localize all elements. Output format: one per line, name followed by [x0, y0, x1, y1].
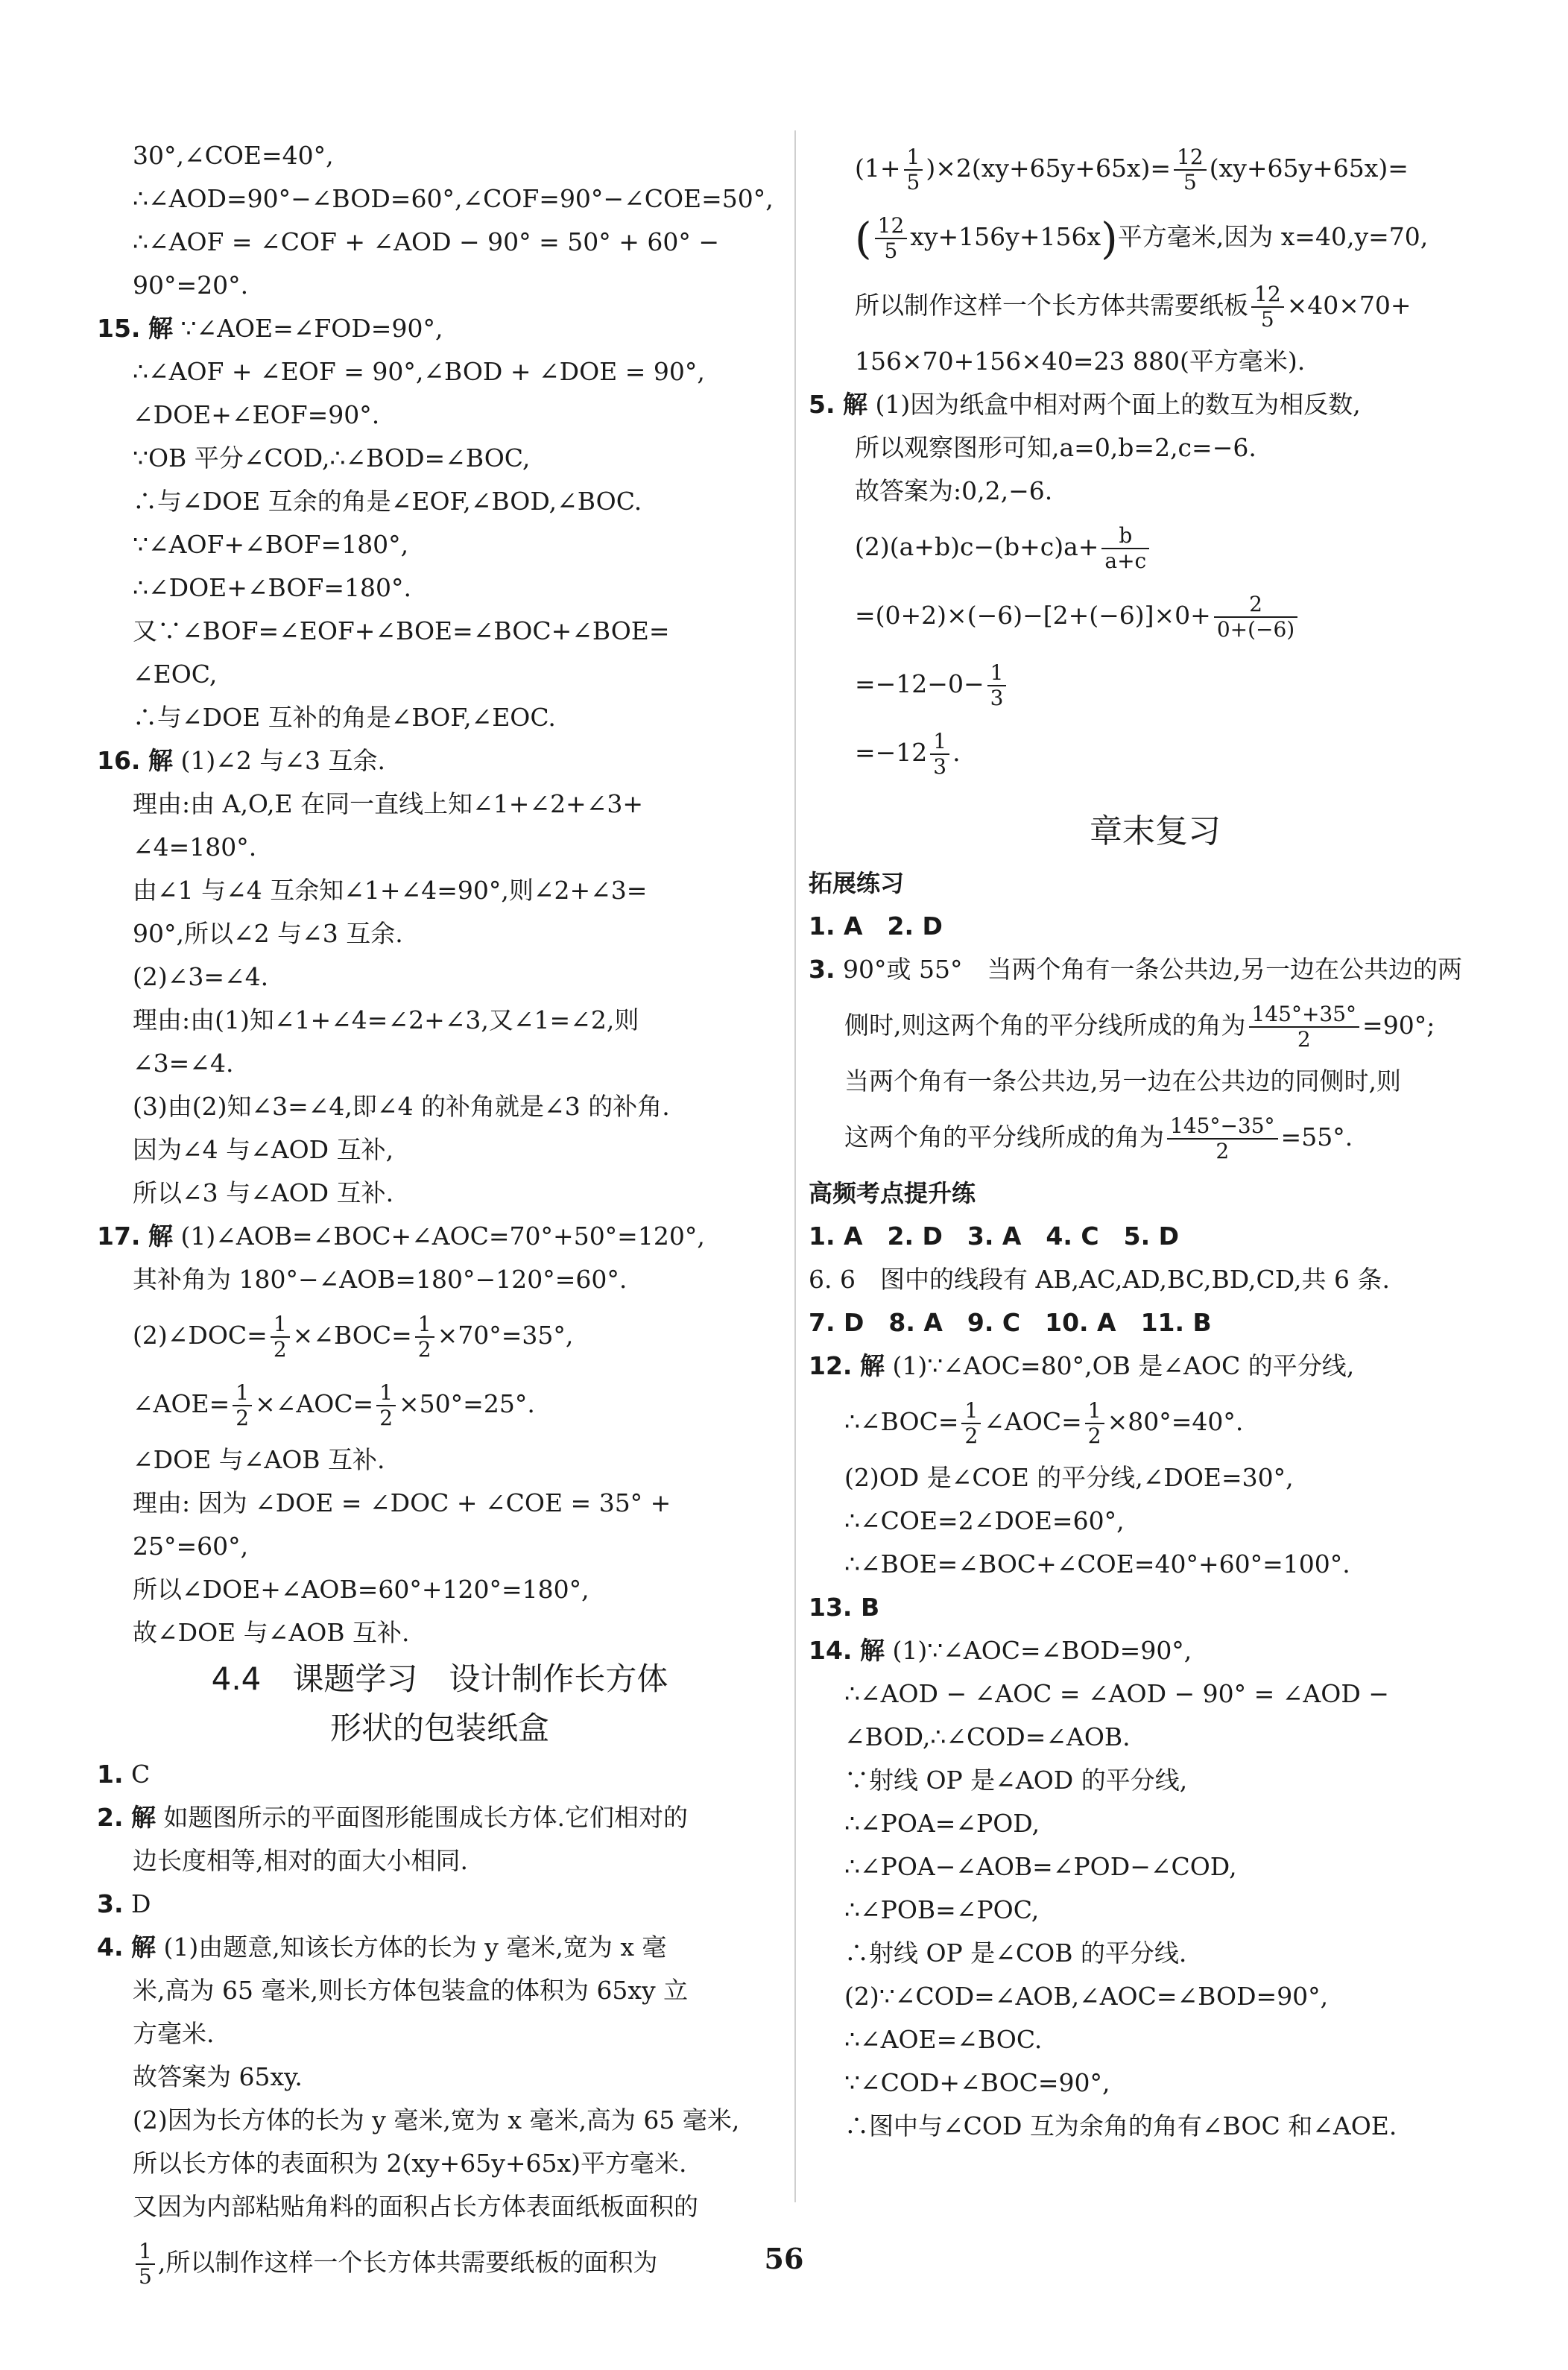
q16-line: 90°,所以∠2 与∠3 互余. — [133, 919, 403, 948]
q16-line: (2)∠3=∠4. — [133, 962, 269, 991]
answer-row: 1. A 2. D 3. A 4. C 5. D — [809, 1222, 1180, 1251]
q14-line: ∴∠POB=∠POC, — [844, 1895, 1040, 1924]
formula-text: )×2(xy+65y+65x)= — [926, 154, 1172, 183]
q16-line: ∠3=∠4. — [133, 1049, 234, 1078]
subsection-title: 高频考点提升练 — [809, 1179, 976, 1207]
q16-line: 因为∠4 与∠AOD 互补, — [133, 1135, 394, 1164]
fraction-numerator: 12 — [1174, 145, 1207, 171]
q5-first-line — [809, 383, 1502, 426]
fraction-two-over-sum — [1214, 592, 1297, 642]
open-paren: ( — [855, 213, 872, 264]
q14-line: ∵射线 OP 是∠AOD 的平分线, — [844, 1766, 1188, 1795]
q14-line: ∴图中与∠COD 互为余角的角有∠BOC 和∠AOE. — [844, 2111, 1397, 2140]
answer-number: 2. — [97, 1803, 124, 1832]
answer-row: 1. A 2. D — [809, 911, 943, 941]
fraction-numerator: 1 — [271, 1312, 290, 1338]
section-title: 4.4 课题学习 设计制作长方体 — [211, 1660, 668, 1697]
q14-text: (1)∵∠AOC=∠BOD=90°, — [892, 1636, 1192, 1665]
fraction-denominator: 2 — [235, 1406, 250, 1430]
q17-text: ×50°=25°. — [399, 1389, 535, 1418]
q17-line: 其补角为 180°−∠AOB=180°−120°=60°. — [133, 1265, 627, 1294]
q14-first-line — [809, 1629, 1502, 1672]
q17-text: (2)∠DOC= — [133, 1321, 268, 1350]
fraction-twelve-fifths — [1174, 145, 1207, 195]
answer-2 — [97, 1796, 783, 1839]
q5-fraction-line — [809, 581, 1502, 650]
answer-choice: C — [131, 1760, 151, 1789]
fraction-one-half — [233, 1381, 252, 1430]
fraction-twelve-fifths — [1251, 282, 1284, 332]
answer-3 — [97, 1883, 783, 1926]
q5-text: =−12 — [855, 738, 928, 767]
q14-line: ∴∠POA−∠AOB=∠POD−∠COD, — [844, 1852, 1237, 1881]
column-divider — [794, 130, 796, 2202]
q14-line: ∴∠AOD − ∠AOC = ∠AOD − 90° = ∠AOD − — [844, 1679, 1389, 1708]
q5-fraction-line — [809, 513, 1502, 581]
q12-line: ∴∠COE=2∠DOE=60°, — [844, 1506, 1125, 1535]
q17-line: 25°=60°, — [133, 1532, 249, 1561]
q15-line: ∴与∠DOE 互余的角是∠EOF,∠BOD,∠BOC. — [133, 487, 642, 516]
q12-line: ∴∠BOE=∠BOC+∠COE=40°+60°=100°. — [844, 1549, 1350, 1579]
volume-formula-line — [809, 203, 1502, 271]
fraction-numerator: 1 — [904, 145, 923, 171]
fraction-numerator: 1 — [136, 2240, 155, 2265]
q17-number: 17. — [97, 1222, 141, 1251]
answer-text: 90°或 55° 当两个角有一条公共边,另一边在公共边的两 — [843, 955, 1462, 984]
fraction-denominator: 2 — [1087, 1423, 1101, 1448]
fraction-denominator: 2 — [964, 1423, 979, 1448]
q5-text: . — [952, 738, 961, 767]
chapter-title: 章末复习 — [1090, 812, 1221, 850]
close-paren: ) — [1101, 213, 1118, 264]
fraction-denominator: 5 — [1260, 307, 1274, 332]
fraction-numerator: 12 — [1251, 282, 1284, 308]
answer-text: ,所以制作这样一个长方体共需要纸板的面积为 — [157, 2248, 658, 2277]
q14-line: ∴∠AOF = ∠COF + ∠AOD − 90° = 50° + 60° − — [133, 227, 720, 256]
fraction-denominator: 3 — [990, 686, 1004, 710]
answer-number: 3. — [97, 1889, 124, 1918]
fraction-denominator: 0+(−6) — [1216, 617, 1295, 642]
answer-line: 当两个角有一条公共边,另一边在公共边的同侧时,则 — [844, 1066, 1401, 1096]
section-title: 形状的包装纸盒 — [329, 1710, 549, 1746]
answer-number: 3. — [809, 955, 835, 984]
q14-jie: 解 — [859, 1636, 885, 1665]
formula-text: xy+156y+156x — [910, 222, 1101, 251]
answer-jie: 解 — [131, 1933, 156, 1962]
q14-line: (2)∵∠COD=∠AOB,∠AOC=∠BOD=90°, — [844, 1982, 1329, 2011]
q17-text: ×∠AOC= — [255, 1389, 374, 1418]
fraction-numerator: 12 — [875, 214, 908, 239]
fraction-one-half — [961, 1399, 981, 1448]
fraction-one-half — [1085, 1399, 1104, 1448]
fraction-denominator: 5 — [906, 170, 920, 195]
formula-text: 平方毫米,因为 x=40,y=70, — [1117, 222, 1429, 251]
answer-fraction-line — [809, 1103, 1502, 1172]
q16-line: (3)由(2)知∠3=∠4,即∠4 的补角就是∠3 的补角. — [133, 1092, 670, 1121]
fraction-denominator: 2 — [1215, 1139, 1230, 1163]
q14-line: ∴∠AOD=90°−∠BOD=60°,∠COF=90°−∠COE=50°, — [133, 184, 774, 213]
q5-text: =(0+2)×(−6)−[2+(−6)]×0+ — [855, 601, 1211, 630]
answer-1 — [97, 1753, 783, 1796]
q5-line: 所以观察图形可知,a=0,b=2,c=−6. — [855, 433, 1256, 462]
q5-text: (2)(a+b)c−(b+c)a+ — [855, 532, 1099, 561]
q12-text: (1)∵∠AOC=80°,OB 是∠AOC 的平分线, — [892, 1351, 1355, 1380]
q5-number: 5. — [809, 390, 835, 419]
q17-text: ×∠BOC= — [292, 1321, 412, 1350]
q17-line: 所以∠DOE+∠AOB=60°+120°=180°, — [133, 1575, 589, 1604]
q16-line: 所以∠3 与∠AOD 互补. — [133, 1178, 394, 1207]
fraction-denominator: 2 — [1297, 1027, 1311, 1052]
q5-text: =−12−0− — [855, 669, 984, 698]
answer-4 — [97, 1926, 783, 1969]
answer-row: 13. B — [809, 1593, 880, 1622]
fraction-numerator: 1 — [930, 730, 949, 755]
q17-jie: 解 — [148, 1222, 173, 1251]
q15-line: ∴∠AOF + ∠EOF = 90°,∠BOD + ∠DOE = 90°, — [133, 357, 705, 386]
q12-number: 12. — [809, 1351, 853, 1380]
formula-text: (1+ — [855, 154, 901, 183]
q5-line: 故答案为:0,2,−6. — [855, 476, 1053, 505]
q17-line: 理由: 因为 ∠DOE = ∠DOC + ∠COE = 35° + — [133, 1488, 671, 1517]
fraction-numerator: 145°−35° — [1167, 1114, 1278, 1140]
answer-text: =90°; — [1362, 1011, 1435, 1040]
answer-3-line — [809, 948, 1502, 991]
left-column — [97, 134, 783, 2297]
q5-text: (1)因为纸盒中相对两个面上的数互为相反数, — [875, 390, 1361, 419]
answer-line: 方毫米. — [133, 2019, 215, 2048]
q15-line: ∵∠AOF+∠BOF=180°, — [133, 530, 409, 559]
fraction-numerator: 1 — [415, 1312, 434, 1338]
fraction-denominator: 2 — [379, 1406, 393, 1430]
answer-fraction-line — [809, 991, 1502, 1060]
q12-text: ×80°=40°. — [1107, 1407, 1244, 1436]
q15-line: ∵OB 平分∠COD,∴∠BOD=∠BOC, — [133, 443, 531, 473]
q15-first-line — [97, 307, 783, 350]
q5-fraction-line — [809, 650, 1502, 718]
q12-first-line — [809, 1344, 1502, 1388]
answer-number: 1. — [97, 1760, 124, 1789]
q14-line: 30°,∠COE=40°, — [133, 141, 334, 170]
fraction-one-third — [987, 661, 1007, 710]
answer-text: 如题图所示的平面图形能围成长方体.它们相对的 — [163, 1803, 688, 1832]
fraction-numerator: 1 — [376, 1381, 396, 1406]
q17-fraction-line — [97, 1301, 783, 1370]
q14-line: ∴射线 OP 是∠COB 的平分线. — [844, 1938, 1187, 1968]
answer-text: (1)由题意,知该长方体的长为 y 毫米,宽为 x 毫 — [163, 1933, 667, 1962]
q15-line: ∠EOC, — [133, 660, 218, 689]
subsection-title: 拓展练习 — [809, 869, 905, 897]
q14-line: ∠BOD,∴∠COD=∠AOB. — [844, 1722, 1131, 1751]
q17-first-line — [97, 1215, 783, 1258]
volume-formula-line — [809, 271, 1502, 340]
q12-line: (2)OD 是∠COE 的平分线,∠DOE=30°, — [844, 1463, 1294, 1492]
q16-number: 16. — [97, 746, 141, 775]
fraction-one-half — [376, 1381, 396, 1430]
fraction-numerator: b — [1101, 524, 1149, 549]
fraction-numerator: 145°+35° — [1249, 1002, 1360, 1028]
q16-text: (1)∠2 与∠3 互余. — [180, 746, 385, 775]
q17-text: ×70°=35°, — [437, 1321, 574, 1350]
fraction-twelve-fifths — [875, 214, 908, 263]
answer-row: 6. 6 图中的线段有 AB,AC,AD,BC,BD,CD,共 6 条. — [809, 1265, 1390, 1294]
answer-number: 4. — [97, 1933, 124, 1962]
fraction-denominator: 5 — [884, 238, 898, 263]
fraction-one-fifth — [904, 145, 923, 195]
fraction-one-third — [930, 730, 949, 779]
q17-fraction-line — [97, 1370, 783, 1438]
q17-text: (1)∠AOB=∠BOC+∠AOC=70°+50°=120°, — [180, 1222, 705, 1251]
answer-choice: D — [131, 1889, 151, 1918]
q12-text: ∴∠BOC= — [844, 1407, 959, 1436]
q5-jie: 解 — [843, 390, 867, 419]
q17-line: 故∠DOE 与∠AOB 互补. — [133, 1618, 410, 1647]
fraction-angle-sum — [1249, 1002, 1360, 1052]
fraction-numerator: 1 — [233, 1381, 252, 1406]
volume-formula-line: 156×70+156×40=23 880(平方毫米). — [855, 347, 1306, 376]
answer-line: (2)因为长方体的长为 y 毫米,宽为 x 毫米,高为 65 毫米, — [133, 2105, 740, 2134]
fraction-numerator: 1 — [987, 661, 1007, 686]
q5-fraction-line — [809, 718, 1502, 787]
q17-line: ∠DOE 与∠AOB 互补. — [133, 1445, 385, 1474]
q15-text: ∵∠AOE=∠FOD=90°, — [180, 314, 443, 343]
answer-line: 所以长方体的表面积为 2(xy+65y+65x)平方毫米. — [133, 2149, 687, 2178]
fraction-numerator: 2 — [1214, 592, 1297, 618]
q16-line: 由∠1 与∠4 互余知∠1+∠4=90°,则∠2+∠3= — [133, 876, 648, 905]
q16-line: ∠4=180°. — [133, 832, 257, 862]
answer-text: 侧时,则这两个角的平分线所成的角为 — [844, 1011, 1246, 1040]
right-column — [809, 134, 1502, 2148]
answer-text: =55°. — [1280, 1122, 1353, 1151]
answer-text: 这两个角的平分线所成的角为 — [844, 1122, 1164, 1151]
formula-text: 所以制作这样一个长方体共需要纸板 — [855, 291, 1248, 320]
q15-number: 15. — [97, 314, 141, 343]
q14-line: ∴∠AOE=∠BOC. — [844, 2025, 1043, 2054]
q15-line: 又∵∠BOF=∠EOF+∠BOE=∠BOC+∠BOE= — [133, 616, 670, 645]
fraction-denominator: 3 — [933, 754, 947, 779]
fraction-one-half — [271, 1312, 290, 1362]
q12-jie: 解 — [859, 1351, 885, 1380]
q14-number: 14. — [809, 1636, 853, 1665]
fraction-b-over-a-plus-c — [1101, 524, 1149, 573]
q16-jie: 解 — [148, 746, 173, 775]
q14-line: ∵∠COD+∠BOC=90°, — [844, 2068, 1110, 2097]
fraction-denominator: 5 — [1183, 170, 1197, 195]
q16-first-line — [97, 739, 783, 783]
answer-row: 7. D 8. A 9. C 10. A 11. B — [809, 1308, 1212, 1337]
fraction-denominator: a+c — [1104, 549, 1147, 573]
fraction-denominator: 2 — [417, 1337, 431, 1362]
q14-line: ∴∠POA=∠POD, — [844, 1809, 1040, 1838]
answer-jie: 解 — [131, 1803, 156, 1832]
q12-text: ∠AOC= — [984, 1407, 1082, 1436]
fraction-angle-diff — [1167, 1114, 1278, 1163]
fraction-one-half — [415, 1312, 434, 1362]
q15-line: ∴∠DOE+∠BOF=180°. — [133, 573, 411, 602]
q15-jie: 解 — [148, 314, 173, 343]
answer-line: 故答案为 65xy. — [133, 2062, 303, 2091]
page-number: 56 — [764, 2242, 804, 2275]
answer-line: 又因为内部粘贴角料的面积占长方体表面纸板面积的 — [133, 2192, 698, 2221]
answer-line: 米,高为 65 毫米,则长方体包装盒的体积为 65xy 立 — [133, 1976, 689, 2005]
volume-formula-line — [809, 134, 1502, 203]
fraction-denominator: 5 — [139, 2264, 152, 2289]
q12-fraction-line — [809, 1388, 1502, 1456]
q16-line: 理由:由 A,O,E 在同一直线上知∠1+∠2+∠3+ — [133, 789, 644, 818]
fraction-numerator: 1 — [961, 1399, 981, 1424]
fraction-numerator: 1 — [1085, 1399, 1104, 1424]
answer-line: 边长度相等,相对的面大小相同. — [133, 1846, 468, 1875]
fraction-denominator: 2 — [273, 1337, 287, 1362]
q16-line: 理由:由(1)知∠1+∠4=∠2+∠3,又∠1=∠2,则 — [133, 1005, 639, 1034]
q15-line: ∠DOE+∠EOF=90°. — [133, 400, 380, 429]
q15-line: ∴与∠DOE 互补的角是∠BOF,∠EOC. — [133, 703, 556, 732]
q17-text: ∠AOE= — [133, 1389, 230, 1418]
q14-line: 90°=20°. — [133, 271, 249, 300]
formula-text: ×40×70+ — [1286, 291, 1411, 320]
formula-text: (xy+65y+65x)= — [1209, 154, 1409, 183]
